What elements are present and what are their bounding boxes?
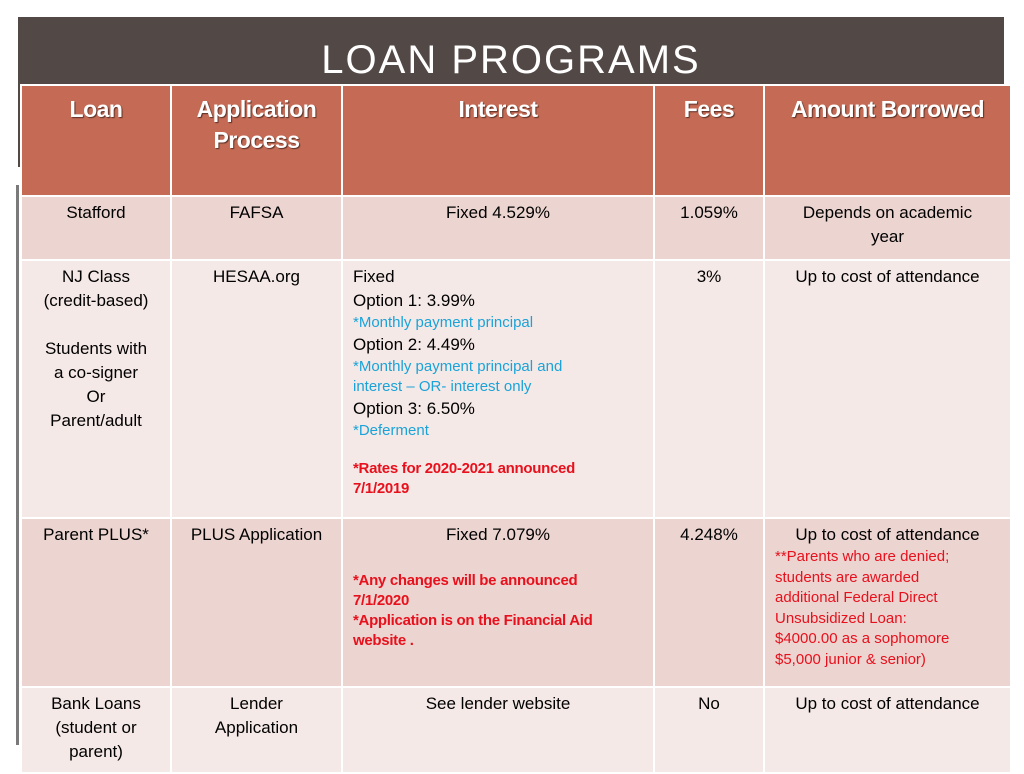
nj-interest-fixed: Fixed xyxy=(353,267,395,286)
decorative-side-line xyxy=(16,185,19,745)
page-title: LOAN PROGRAMS xyxy=(321,38,701,82)
nj-loan-line-4: a co-signer xyxy=(53,363,139,382)
plus-denied-notes xyxy=(771,547,1004,670)
loan-programs-table xyxy=(20,84,1012,774)
plus-note-1: *Any changes will be announced xyxy=(353,572,578,589)
plus-amount-text: Up to cost of attendance xyxy=(795,525,980,544)
nj-option-1: Option 1: 3.99% xyxy=(353,291,475,310)
plus-note-2: 7/1/2020 xyxy=(353,592,409,609)
plus-amount xyxy=(764,518,1011,687)
header-fees: Fees xyxy=(654,85,764,196)
stafford-amount-line-1: Depends on academic xyxy=(802,203,973,222)
table-row-bank-loans xyxy=(21,687,1011,773)
stafford-interest: Fixed 4.529% xyxy=(342,196,654,260)
plus-denied-2: students are awarded xyxy=(775,568,920,586)
bank-fees: No xyxy=(654,687,764,773)
bank-process-line-2: Application xyxy=(214,718,299,737)
plus-interest xyxy=(342,518,654,687)
plus-denied-4: Unsubsidized Loan: xyxy=(775,609,907,627)
plus-denied-1: **Parents who are denied; xyxy=(775,548,950,565)
nj-loan-line-5: Or xyxy=(86,387,106,406)
header-loan: Loan xyxy=(21,85,171,196)
bank-amount: Up to cost of attendance xyxy=(764,687,1011,773)
bank-loan-line-1: Bank Loans xyxy=(51,694,141,713)
nj-loan-line-1: NJ Class xyxy=(61,267,130,286)
plus-notes xyxy=(349,571,647,651)
bank-loan-line-2: (student or xyxy=(55,718,137,737)
spacer xyxy=(353,441,645,459)
spacer xyxy=(349,547,647,571)
table-row-parent-plus xyxy=(21,518,1011,687)
nj-option-3: Option 3: 6.50% xyxy=(353,399,475,418)
plus-denied-6: $5,000 junior & senior) xyxy=(775,650,926,668)
stafford-amount-line-2: year xyxy=(870,227,905,246)
stafford-amount xyxy=(764,196,1011,260)
plus-note-3: *Application is on the Financial Aid xyxy=(353,612,593,629)
nj-rates-note-1: *Rates for 2020-2021 announced xyxy=(353,460,575,477)
bank-loan-line-3: parent) xyxy=(69,742,123,761)
nj-option-3-note: *Deferment xyxy=(353,422,429,439)
plus-fees: 4.248% xyxy=(654,518,764,687)
stafford-fees: 1.059% xyxy=(654,196,764,260)
bank-interest: See lender website xyxy=(342,687,654,773)
header-application-process xyxy=(171,85,342,196)
bank-process-line-1: Lender xyxy=(230,694,283,713)
nj-loan-line-3: Students with xyxy=(44,339,148,358)
table-header-row xyxy=(21,85,1011,196)
plus-process: PLUS Application xyxy=(171,518,342,687)
nj-option-2-note-2: interest – OR- interest only xyxy=(353,378,532,395)
nj-loan xyxy=(21,260,171,518)
header-process-line-1: Application xyxy=(196,96,317,122)
spacer xyxy=(28,313,164,337)
header-interest: Interest xyxy=(342,85,654,196)
nj-option-1-note: *Monthly payment principal xyxy=(353,314,534,331)
stafford-process: FAFSA xyxy=(171,196,342,260)
nj-option-2-note-1: *Monthly payment principal and xyxy=(353,358,563,375)
plus-interest-rate: Fixed 7.079% xyxy=(446,525,550,544)
plus-note-4: website . xyxy=(353,632,414,649)
nj-interest xyxy=(342,260,654,518)
nj-rates-note-2: 7/1/2019 xyxy=(353,480,409,497)
nj-loan-line-6: Parent/adult xyxy=(50,411,142,430)
header-amount-borrowed: Amount Borrowed xyxy=(764,85,1011,196)
plus-loan: Parent PLUS* xyxy=(21,518,171,687)
nj-amount: Up to cost of attendance xyxy=(764,260,1011,518)
table-row-stafford xyxy=(21,196,1011,260)
plus-denied-5: $4000.00 as a sophomore xyxy=(775,630,950,647)
bank-loan xyxy=(21,687,171,773)
nj-process: HESAA.org xyxy=(171,260,342,518)
plus-denied-3: additional Federal Direct xyxy=(775,589,938,606)
header-process-line-2: Process xyxy=(213,127,300,153)
nj-fees: 3% xyxy=(654,260,764,518)
nj-loan-line-2: (credit-based) xyxy=(43,291,149,310)
stafford-loan: Stafford xyxy=(21,196,171,260)
table-row-nj-class xyxy=(21,260,1011,518)
nj-option-2: Option 2: 4.49% xyxy=(353,335,475,354)
bank-process xyxy=(171,687,342,773)
